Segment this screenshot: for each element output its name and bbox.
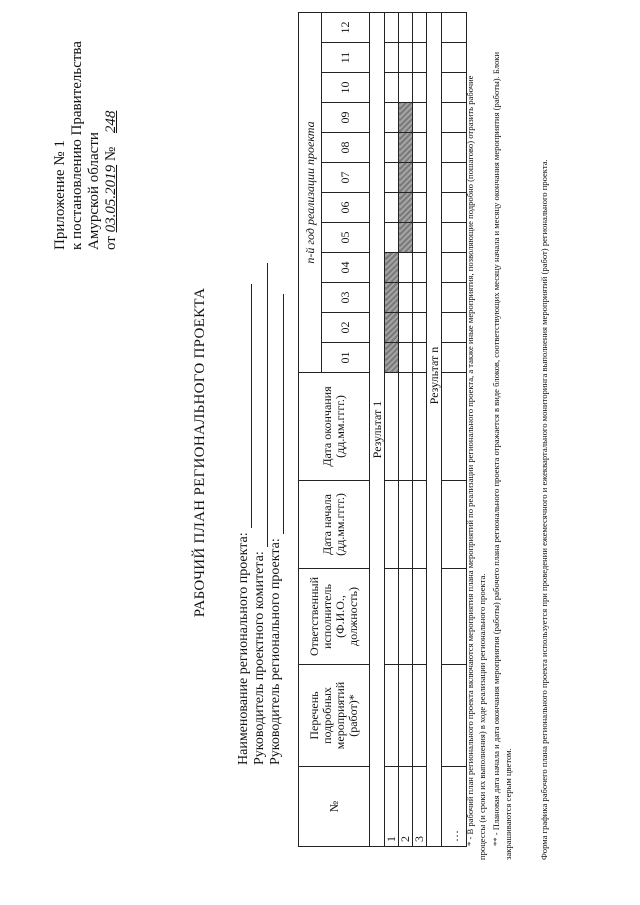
- field-project-head: [268, 294, 284, 765]
- footnote-1: * - В рабочий план регионального проекта включаются мероприятия плана мероприятий по реализации регионального проекта, а также иные мероприятия, позволяющие подробно (пошагово) отразить рабочие процессы (и сроки их выполнения) в ходе реализации регионального проекта.: [465, 75, 487, 860]
- appendix-date-line: [103, 41, 120, 250]
- cell: [442, 665, 467, 767]
- header-month: 10: [322, 73, 370, 103]
- number-prefix: №: [103, 146, 119, 162]
- cell: [399, 43, 413, 73]
- header-month: 09: [322, 103, 370, 133]
- cell: [413, 73, 427, 103]
- gantt-block: [385, 313, 399, 343]
- cell: [442, 569, 467, 665]
- cell: [399, 343, 413, 373]
- cell: [385, 223, 399, 253]
- cell: [442, 343, 467, 373]
- table-row: [385, 13, 399, 847]
- row-number: …: [442, 767, 467, 847]
- result-n-row: [427, 13, 442, 847]
- cell: [442, 253, 467, 283]
- cell: [399, 313, 413, 343]
- field-project-name: [236, 284, 252, 765]
- cell: [399, 253, 413, 283]
- appendix-line-1: Приложение № 1: [52, 140, 68, 250]
- cell: [385, 43, 399, 73]
- cell: [399, 665, 413, 767]
- cell: [442, 283, 467, 313]
- gantt-block: [385, 283, 399, 313]
- cell: [442, 193, 467, 223]
- field-committee-head: [252, 263, 268, 765]
- result-n-label: [427, 13, 442, 847]
- cell: [385, 665, 399, 767]
- cell: [399, 373, 413, 481]
- cell: [442, 13, 467, 43]
- cell: [385, 133, 399, 163]
- header-month: 12: [322, 13, 370, 43]
- gantt-block: [399, 103, 413, 133]
- cell: [442, 313, 467, 343]
- header-month: 07: [322, 163, 370, 193]
- header-month: 01: [322, 343, 370, 373]
- appendix-block: [52, 41, 120, 250]
- appendix-line-3: Амурской области: [86, 132, 102, 250]
- document-title: РАБОЧИЙ ПЛАН РЕГИОНАЛЬНОГО ПРОЕКТА: [192, 287, 208, 618]
- cell: [413, 569, 427, 665]
- work-plan-table: [298, 12, 467, 847]
- cell: [442, 373, 467, 481]
- cell: [385, 481, 399, 569]
- cell: [413, 43, 427, 73]
- cell: [385, 193, 399, 223]
- result-1-label: Результат 1: [370, 13, 385, 847]
- cell: [413, 13, 427, 43]
- appendix-line-2: к постановлению Правительства: [69, 41, 85, 250]
- cell: [399, 13, 413, 43]
- row-number: 1: [385, 767, 399, 847]
- cell: [413, 163, 427, 193]
- cell: [442, 163, 467, 193]
- result-n-text: Результат n: [426, 346, 441, 405]
- form-note: Форма графика рабочего плана регионального проекта используется при проведении ежемесячного и ежеквартального мониторинга выполнения мероприятий (работ) регионального проекта.: [539, 159, 549, 860]
- gantt-block: [399, 133, 413, 163]
- cell: [413, 253, 427, 283]
- cell: [442, 223, 467, 253]
- table-row: [399, 13, 413, 847]
- gantt-block: [385, 253, 399, 283]
- header-month: 02: [322, 313, 370, 343]
- header-year-group: n-й год реализации проекта: [299, 13, 322, 373]
- result-1-row: [370, 13, 385, 847]
- fill-line: [271, 294, 284, 534]
- fill-line: [255, 263, 268, 547]
- field-committee-head-label: Руководитель проектного комитета:: [252, 551, 267, 765]
- cell: [413, 665, 427, 767]
- cell: [413, 103, 427, 133]
- cell: [413, 343, 427, 373]
- row-number: 3: [413, 767, 427, 847]
- cell: [413, 481, 427, 569]
- date-prefix: от: [103, 236, 119, 250]
- cell: [385, 13, 399, 43]
- header-activities: Перечень подробных мероприятий (работ)*: [299, 665, 370, 767]
- footnote-2: ** - Плановая дата начала и дата окончания мероприятия (работы) рабочего плана регионального проекта отражается в виде блоков, соответствующих месяцу начала и месяцу окончания мероприятия (работы). Блоки закрашиваются серым цветом.: [491, 51, 513, 860]
- cell: [399, 481, 413, 569]
- footnotes: [464, 40, 552, 860]
- header-end-date: Дата окончания (дд.мм.гггг.): [299, 373, 370, 481]
- cell: [399, 283, 413, 313]
- header-month: 03: [322, 283, 370, 313]
- fill-line: [239, 284, 252, 528]
- header-num: №: [299, 767, 370, 847]
- cell: [385, 73, 399, 103]
- header-month: 06: [322, 193, 370, 223]
- header-month: 11: [322, 43, 370, 73]
- header-month: 05: [322, 223, 370, 253]
- cell: [442, 133, 467, 163]
- cell: [413, 133, 427, 163]
- cell: [385, 163, 399, 193]
- cell: [442, 103, 467, 133]
- cell: [442, 481, 467, 569]
- cell: [413, 193, 427, 223]
- cell: [385, 103, 399, 133]
- cell: [413, 373, 427, 481]
- row-number: 2: [399, 767, 413, 847]
- header-month: 04: [322, 253, 370, 283]
- gantt-block: [399, 163, 413, 193]
- table-row: [413, 13, 427, 847]
- cell: [413, 313, 427, 343]
- cell: [385, 373, 399, 481]
- cell: [413, 283, 427, 313]
- cell: [399, 73, 413, 103]
- cell: [413, 223, 427, 253]
- field-project-head-label: Руководитель регионального проекта:: [268, 538, 283, 765]
- gantt-block: [399, 223, 413, 253]
- cell: [385, 569, 399, 665]
- gantt-block: [399, 193, 413, 223]
- handwritten-number: 248: [103, 110, 119, 134]
- gantt-block: [385, 343, 399, 373]
- table-row: [442, 13, 467, 847]
- cell: [442, 43, 467, 73]
- header-month: 08: [322, 133, 370, 163]
- handwritten-date: 03.05.2019: [103, 164, 119, 233]
- cell: [442, 73, 467, 103]
- cell: [399, 569, 413, 665]
- header-executor: Ответственный исполнитель (Ф.И.О., должность): [299, 569, 370, 665]
- field-project-name-label: Наименование регионального проекта:: [236, 532, 251, 765]
- header-start-date: Дата начала (дд.мм.гггг.): [299, 481, 370, 569]
